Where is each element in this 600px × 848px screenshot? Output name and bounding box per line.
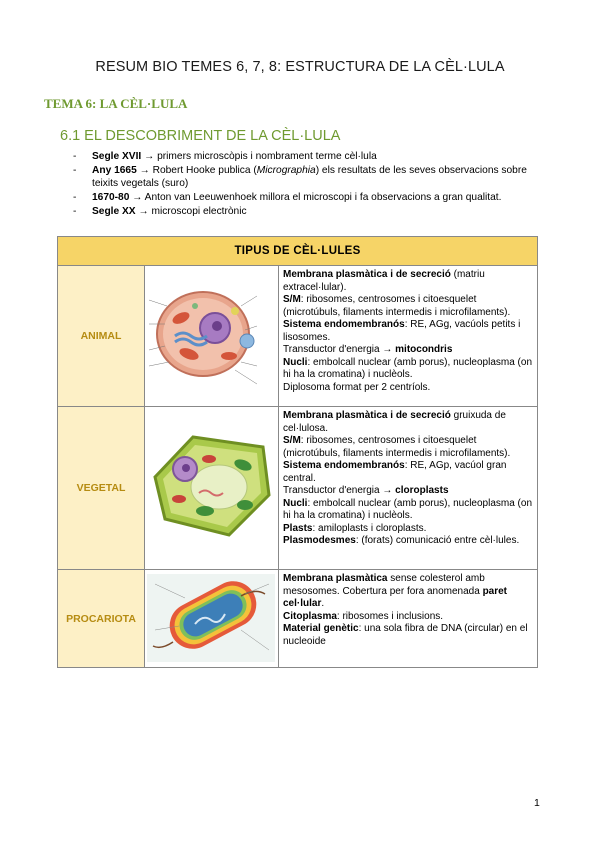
- term-text: gruixuda de cel·lulosa.: [283, 410, 506, 434]
- table-header: TIPUS DE CÈL·LULES: [58, 237, 538, 266]
- description-line: [283, 498, 534, 523]
- cell-type-label: ANIMAL: [58, 266, 145, 407]
- term-text: : embolcall nuclear (amb porus), nucleoplasma (on hi ha la cromatina) i nuclèols.: [283, 356, 533, 380]
- description-line: [283, 485, 534, 498]
- bullet-text: → primers microscòpis i nombrament terme cèl·lula: [141, 151, 377, 162]
- cell-types-table: [57, 236, 538, 668]
- term-bold: Sistema endomembranós: [283, 319, 405, 330]
- term-bold: Sistema endomembranós: [283, 460, 405, 471]
- term-text: (matriu extracel·lular).: [283, 269, 485, 293]
- term-bold: Membrana plasmàtica i de secreció: [283, 269, 451, 280]
- term-text: sense colesterol amb mesosomes. Cobertura per fora anomenada: [283, 573, 485, 597]
- term-bold: mitocondris: [395, 344, 453, 355]
- prokaryote-cell-image: [145, 570, 279, 668]
- description-line: [283, 535, 534, 548]
- bullet-dash: -: [73, 192, 77, 203]
- list-item: [60, 191, 550, 204]
- description-line: [283, 410, 534, 435]
- description-line: [283, 623, 534, 648]
- cell-type-label: PROCARIOTA: [58, 570, 145, 668]
- plant-cell-image: [145, 407, 279, 570]
- page-number: 1: [534, 797, 540, 809]
- term-text: Transductor d'energia →: [283, 485, 396, 496]
- term-text: : ribosomes i inclusions.: [336, 610, 444, 622]
- cell-description: [279, 570, 538, 668]
- term-text: : embolcall nuclear (amb porus), nucleoplasma (on hi ha la cromatina) i nuclèols.: [283, 497, 533, 521]
- term-bold: Material genètic: [283, 623, 359, 634]
- bullet-dash: -: [73, 165, 77, 176]
- description-line: [283, 523, 534, 536]
- bullet-dash: -: [73, 206, 77, 217]
- term-bold: Plasmodesmes: [283, 535, 356, 546]
- description-line: [283, 269, 534, 294]
- term-bold: S/M: [283, 435, 301, 446]
- plant-cell-illustration-icon: [145, 407, 279, 568]
- term-bold: paret cel·lular: [283, 585, 508, 609]
- table-row-vegetal: [58, 407, 538, 570]
- bullet-text: → Robert Hooke publica (: [136, 165, 257, 176]
- term-bold: Membrana plasmàtica i de secreció: [283, 410, 451, 421]
- bullet-italic: Micrographia: [256, 165, 316, 176]
- term-text: : (forats) comunicació entre cèl·lules.: [355, 535, 520, 546]
- history-bullet-list: [60, 150, 550, 219]
- term-bold: Nucli: [283, 497, 308, 509]
- term-text: .: [321, 598, 325, 609]
- bullet-text: → Anton van Leeuwenhoek millora el microscopi i fa observacions a gran qualitat.: [129, 192, 502, 203]
- cell-type-label: VEGETAL: [58, 407, 145, 570]
- term-bold: cloroplasts: [395, 485, 449, 496]
- animal-cell-image: [145, 266, 279, 407]
- subsection-title: 6.1 EL DESCOBRIMENT DE LA CÈL·LULA: [60, 128, 341, 144]
- list-item: [60, 205, 550, 218]
- bullet-dash: -: [73, 151, 77, 162]
- term-bold: Plasts: [283, 522, 313, 534]
- term-bold: Membrana plasmàtica: [283, 573, 388, 584]
- description-line: [283, 573, 534, 611]
- cell-description: [279, 407, 538, 570]
- term-text: : RE, AGg, vacúols petits i lisosomes.: [283, 319, 521, 343]
- bullet-bold: 1670-80: [92, 192, 130, 203]
- table-row-procariota: [58, 570, 538, 668]
- description-line: [283, 460, 534, 485]
- description-line: [283, 357, 534, 382]
- term-text: : ribosomes, centrosomes i citoesquelet (microtúbuls, filaments intermedis i microfilaments).: [283, 435, 511, 459]
- animal-cell-illustration-icon: [145, 266, 279, 405]
- term-bold: S/M: [283, 294, 301, 305]
- bullet-bold: Segle XVII: [92, 151, 142, 162]
- bullet-text: → microscopi electrònic: [135, 206, 247, 217]
- list-item: [60, 150, 550, 163]
- description-line: [283, 435, 534, 460]
- document-title: RESUM BIO TEMES 6, 7, 8: ESTRUCTURA DE LA CÈL·LULA: [95, 59, 505, 75]
- bullet-bold: Any 1665: [92, 165, 137, 176]
- bullet-bold: Segle XX: [92, 206, 136, 217]
- cell-description: [279, 266, 538, 407]
- term-text: : amiloplasts i cloroplasts.: [312, 522, 427, 534]
- prokaryote-cell-illustration-icon: [145, 570, 279, 666]
- section-title: TEMA 6: LA CÈL·LULA: [44, 96, 188, 111]
- table-row-animal: [58, 266, 538, 407]
- term-bold: Nucli: [283, 356, 308, 368]
- bullet-text: ) els resultats de les seves observacions sobre teixits vegetals (suro): [92, 165, 527, 189]
- description-line: [283, 611, 534, 624]
- term-text: Transductor d'energia →: [283, 344, 396, 355]
- term-text: Diplosoma format per 2 centríols.: [283, 381, 431, 393]
- term-text: : una sola fibra de DNA (circular) en el nucleoide: [283, 623, 528, 647]
- term-text: : RE, AGp, vacúol gran central.: [283, 460, 507, 484]
- description-line: [283, 382, 534, 395]
- term-bold: Citoplasma: [283, 610, 337, 622]
- list-item: [60, 164, 550, 190]
- description-line: [283, 294, 534, 319]
- term-text: : ribosomes, centrosomes i citoesquelet (microtúbuls, filaments intermedis i microfilaments).: [283, 294, 511, 318]
- description-line: [283, 319, 534, 344]
- description-line: [283, 344, 534, 357]
